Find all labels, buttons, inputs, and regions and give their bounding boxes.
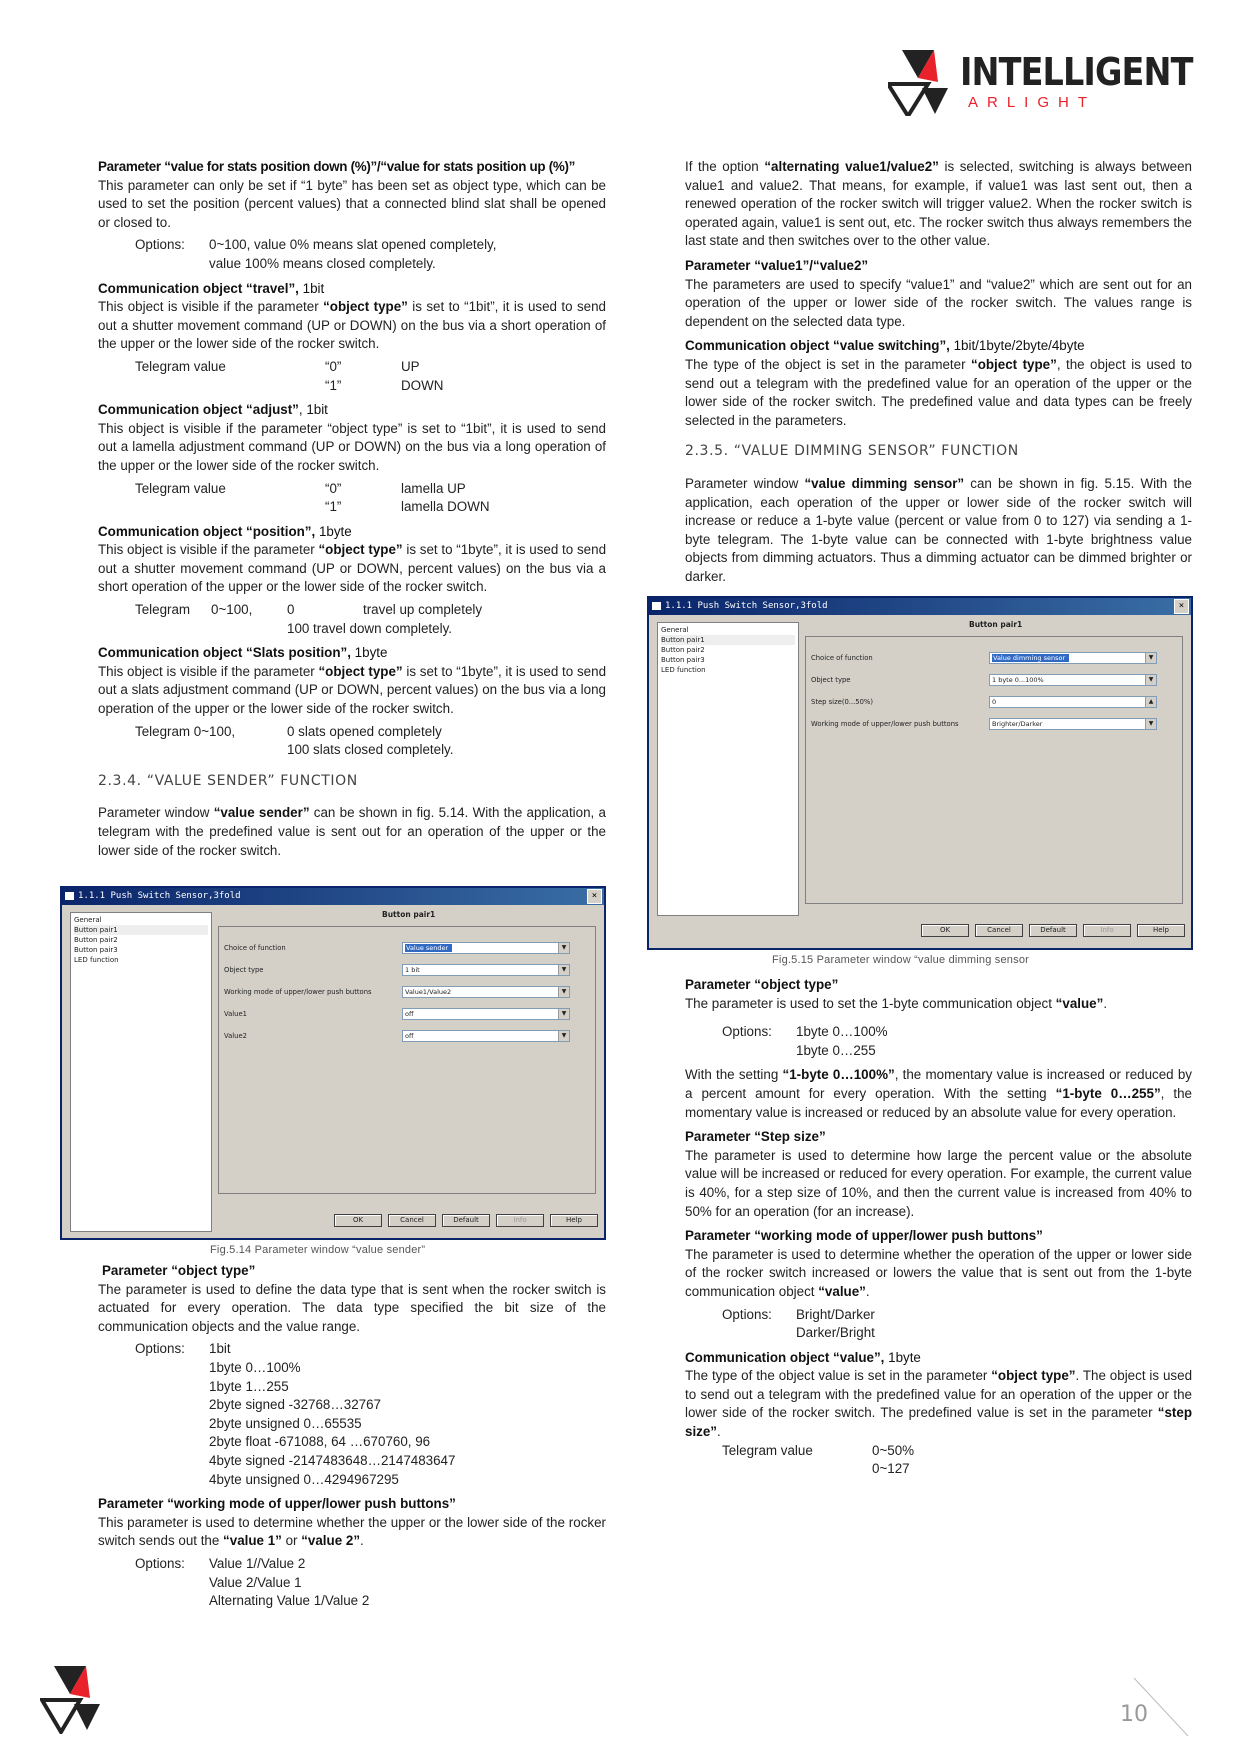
default-button[interactable]: Default <box>442 1214 490 1227</box>
tree-item-button-pair3[interactable]: Button pair3 <box>74 946 118 954</box>
tree-item-button-pair3[interactable]: Button pair3 <box>661 656 705 664</box>
section-dimming-text: Parameter window “value dimming sensor” can be shown in fig. 5.15. With the application, each operation of the upper or lower side of the rocker switch will increase or reduce a 1-byte value (percent or value from 0 to 127) via sending a 1-byte telegram. The 1-byte value can be connected with 1-byte brightness value objects from dimming actuators. Thus a dimming actuator can be dimmed brighter or darker. <box>685 475 1192 584</box>
right-column <box>685 158 1192 586</box>
comobj-value-telegram: Telegram value 0~50% 0~127 <box>722 1442 915 1477</box>
param-working-mode-dim-options: Options: Bright/Darker Darker/Bright <box>722 1306 875 1341</box>
comobj-adjust-title: Communication object “adjust”, 1bit <box>98 402 328 418</box>
chevron-down-icon[interactable]: ▼ <box>558 1009 569 1019</box>
param-label: Object type <box>224 966 264 974</box>
comobj-value-switching-text: The type of the object is set in the parameter “object type”, the object is used to send out a telegram with the predefined value for an operation of the upper or the lower side of the rocker switch. The predefined value and data types can be freely selected in the parameters. <box>685 356 1193 428</box>
param-select[interactable]: Value dimming sensor ▼ <box>989 652 1157 664</box>
param-label: Choice of function <box>224 944 286 952</box>
param-stats-options: Options: 0~100, value 0% means slat opened completely, value 100% means closed completely. <box>135 237 497 271</box>
right-column-lower <box>685 976 1192 1485</box>
param-select[interactable]: off ▼ <box>402 1008 570 1020</box>
tree-item-general[interactable]: General <box>661 626 689 634</box>
param-step-size-title: Parameter “Step size” <box>685 1129 826 1145</box>
param-select[interactable]: Value sender ▼ <box>402 942 570 954</box>
param-object-type-1byte-text: The parameter is used to set the 1-byte communication object “value”. <box>685 995 1108 1011</box>
brand-sub: ARLIGHT <box>968 94 1097 111</box>
dialog-titlebar: 1.1.1 Push Switch Sensor,3fold × <box>649 598 1191 615</box>
param-working-mode-dim-text: The parameter is used to determine whether the operation of the upper or lower side of the rocker switch increased or lowers the value that is sent out from the 1-byte communication object “value”. <box>685 1246 1192 1299</box>
dialog-value-dimming <box>647 596 1193 950</box>
param-select[interactable]: off ▼ <box>402 1030 570 1042</box>
param-value1-value2-text: The parameters are used to specify “value1” and “value2” which are sent out for an operation of the upper or lower side of the rocker switch. The values range is dependent on the selected data type. <box>685 276 1192 329</box>
close-button[interactable]: × <box>1174 599 1189 614</box>
param-stats-text: This parameter can only be set if “1 byte” has been set as object type, which can be used to set the position (percent values) that a connected blind slat shall be opened or closed to. <box>98 177 606 230</box>
param-value1-value2-title: Parameter “value1”/“value2” <box>685 257 869 273</box>
param-spinbox[interactable]: 0 ▲ <box>989 696 1157 708</box>
comobj-position-telegram: Telegram 0~100, 0 travel up completely 100 travel down completely. <box>135 602 483 636</box>
section-value-sender-title: 2.3.4. “VALUE SENDER” FUNCTION <box>98 772 358 789</box>
param-label: Object type <box>811 676 851 684</box>
comobj-travel-text: This object is visible if the parameter “object type” is set to “1bit”, it is used to send out a shutter movement command (UP or DOWN) on the bus via a short operation of the upper or the lower side of the rocker switch. <box>98 299 607 352</box>
logo-mark-icon <box>888 48 948 116</box>
param-working-mode-text: This parameter is used to determine whether the upper or the lower side of the rocker switch sends out the “value 1” or “value 2”. <box>98 1514 606 1549</box>
left-column <box>98 158 606 860</box>
param-object-type-1byte-title: Parameter “object type” <box>685 977 839 992</box>
param-object-type-1byte-options: Options: 1byte 0…100% 1byte 0…255 <box>722 1024 888 1058</box>
info-button[interactable]: Info <box>496 1214 544 1227</box>
cancel-button[interactable]: Cancel <box>388 1214 436 1227</box>
comobj-value-title: Communication object “value”, 1byte <box>685 1349 921 1365</box>
param-working-mode-dim-title: Parameter “working mode of upper/lower push buttons” <box>685 1228 1043 1244</box>
param-step-size-text: The parameter is used to determine how large the percent value or the absolute value will be increased or reduced for every operation. For example, the current value is 40%, for a step size of 10%, and then the current value is increased from 40% to 50% for an operation (for an increase). <box>685 1147 1192 1219</box>
tree-item-led-function[interactable]: LED function <box>661 666 706 674</box>
comobj-travel-title: Communication object “travel”, 1bit <box>98 280 325 296</box>
brand-logo <box>888 48 1193 118</box>
param-label: Choice of function <box>811 654 873 662</box>
comobj-value-text: The type of the object value is set in the parameter “object type”. The object is used to send out a telegram with the predefined value for an operation of the upper or the lower side of the rocker switch. The predefined value is set in the parameter “step size”. <box>685 1368 1193 1440</box>
pane-title: Button pair1 <box>382 910 436 919</box>
chevron-down-icon[interactable]: ▼ <box>1145 719 1156 729</box>
chevron-down-icon[interactable]: ▼ <box>558 943 569 953</box>
tree-item-button-pair1[interactable]: Button pair1 <box>661 635 795 645</box>
alternating-text: If the option “alternating value1/value2” is selected, switching is always between value1 and value2. That means, for example, if value1 was last sent out, then a renewed operation of the rocker switch will trigger value2. When the rocker switch is operated again, value1 is sent out, etc. The rocker switch thus always remembers the last state and then switches over to the other value. <box>685 159 1193 249</box>
param-label: Working mode of upper/lower push buttons <box>811 720 959 728</box>
left-column-lower <box>98 1262 606 1617</box>
comobj-travel-telegram: Telegram value “0” UP “1” DOWN <box>135 358 444 393</box>
comobj-adjust-text: This object is visible if the parameter “object type” is set to “1bit”, it is used to send out a lamella adjustment command (UP or DOWN) on the bus via a long operation of the upper or the lower side of the rocker switch. <box>98 420 606 473</box>
chevron-down-icon[interactable]: ▼ <box>558 965 569 975</box>
tree-item-button-pair1[interactable]: Button pair1 <box>74 925 208 935</box>
chevron-down-icon[interactable]: ▼ <box>1145 675 1156 685</box>
comobj-slats-text: This object is visible if the parameter “object type” is set to “1byte”, it is used to send out a slats adjustment command (UP or DOWN, percent values) on the bus via a long operation of the upper or the lower side of the rocker switch. <box>98 663 607 717</box>
comobj-value-switching-title: Communication object “value switching”, 1bit/1byte/2byte/4byte <box>685 338 1085 354</box>
param-working-mode-options: Options: Value 1//Value 2 Value 2/Value 1 Alternating Value 1/Value 2 <box>135 1555 370 1609</box>
param-object-type-title: Parameter “object type” <box>102 1263 256 1278</box>
dialog-tree <box>70 912 212 1232</box>
param-select[interactable]: Value1/Value2 ▼ <box>402 986 570 998</box>
ok-button[interactable]: OK <box>334 1214 382 1227</box>
tree-item-led-function[interactable]: LED function <box>74 956 119 964</box>
tree-item-general[interactable]: General <box>74 916 102 924</box>
comobj-slats-telegram: Telegram 0~100, 0 slats opened completely 100 slats closed completely. <box>135 723 454 758</box>
setting-explanation-text: With the setting “1-byte 0…100%”, the momentary value is increased or reduced by a percent amount for every operation. With the setting “1-byte 0…255”, the momentary value is increased or reduced by an absolute value for every operation. <box>685 1067 1192 1120</box>
footer-logo-icon <box>40 1664 100 1734</box>
param-select[interactable]: 1 byte 0...100% ▼ <box>989 674 1157 686</box>
fig-5-15-caption: Fig.5.15 Parameter window “value dimming sensor <box>772 954 1030 966</box>
param-object-type-options: Options: 1bit 1byte 0…100% 1byte 1…255 2byte signed -32768…32767 2byte unsigned 0…65535 2byte float -671088, 64 …670760, 96 4byte signed -2147483648…2147483647 4byte unsigned 0…4294967295 <box>135 1341 456 1487</box>
section-value-sender-text: Parameter window “value sender” can be shown in fig. 5.14. With the application, a telegram with the predefined value is sent out for an operation of the upper or the lower side of the rocker switch. <box>98 805 606 858</box>
brand-name: INTELLIGENT <box>960 50 1193 94</box>
dialog-titlebar: 1.1.1 Push Switch Sensor,3fold × <box>62 888 604 905</box>
param-select[interactable]: 1 bit ▼ <box>402 964 570 976</box>
param-label: Working mode of upper/lower push buttons <box>224 988 372 996</box>
window-icon <box>652 602 661 610</box>
comobj-position-text: This object is visible if the parameter “object type” is set to “1byte”, it is used to send out a shutter movement command (UP or DOWN, percent values) on the bus via a short operation of the upper or the lower side of the rocker switch. <box>98 542 607 595</box>
fig-5-14-caption: Fig.5.14 Parameter window “value sender” <box>210 1244 426 1256</box>
close-button[interactable]: × <box>587 889 602 904</box>
ok-button[interactable]: OK <box>921 924 969 937</box>
param-label: Step size(0...50%) <box>811 698 874 706</box>
pane-title: Button pair1 <box>969 620 1023 629</box>
param-label: Value2 <box>224 1032 247 1040</box>
comobj-position-title: Communication object “position”, 1byte <box>98 523 352 539</box>
comobj-adjust-telegram: Telegram value “0” lamella UP “1” lamella DOWN <box>135 480 490 515</box>
chevron-down-icon[interactable]: ▼ <box>558 1031 569 1041</box>
default-button[interactable]: Default <box>1029 924 1077 937</box>
param-select[interactable]: Brighter/Darker ▼ <box>989 718 1157 730</box>
chevron-down-icon[interactable]: ▼ <box>1145 653 1156 663</box>
tree-item-button-pair2[interactable]: Button pair2 <box>661 646 705 654</box>
param-working-mode-title: Parameter “working mode of upper/lower push buttons” <box>98 1496 456 1512</box>
dialog-value-sender <box>60 886 606 1240</box>
info-button[interactable]: Info <box>1083 924 1131 937</box>
comobj-slats-title: Communication object “Slats position”, 1byte <box>98 645 388 661</box>
window-icon <box>65 892 74 900</box>
stepper-icon[interactable]: ▲ <box>1145 697 1156 707</box>
cancel-button[interactable]: Cancel <box>975 924 1023 937</box>
help-button[interactable]: Help <box>1137 924 1185 937</box>
dialog-tree <box>657 622 799 916</box>
help-button[interactable]: Help <box>550 1214 598 1227</box>
param-label: Value1 <box>224 1010 247 1018</box>
page-number: 10 <box>1120 1702 1148 1727</box>
chevron-down-icon[interactable]: ▼ <box>558 987 569 997</box>
param-stats-title: Parameter “value for stats position down (%)”/“value for stats position up (%)” <box>98 159 576 174</box>
tree-item-button-pair2[interactable]: Button pair2 <box>74 936 118 944</box>
section-dimming-title: 2.3.5. “VALUE DIMMING SENSOR” FUNCTION <box>685 443 1019 460</box>
param-object-type-text: The parameter is used to define the data type that is sent when the rocker switch is actuated for every operation. The data type specified the bit size of the communication objects and the value range. <box>98 1281 606 1334</box>
